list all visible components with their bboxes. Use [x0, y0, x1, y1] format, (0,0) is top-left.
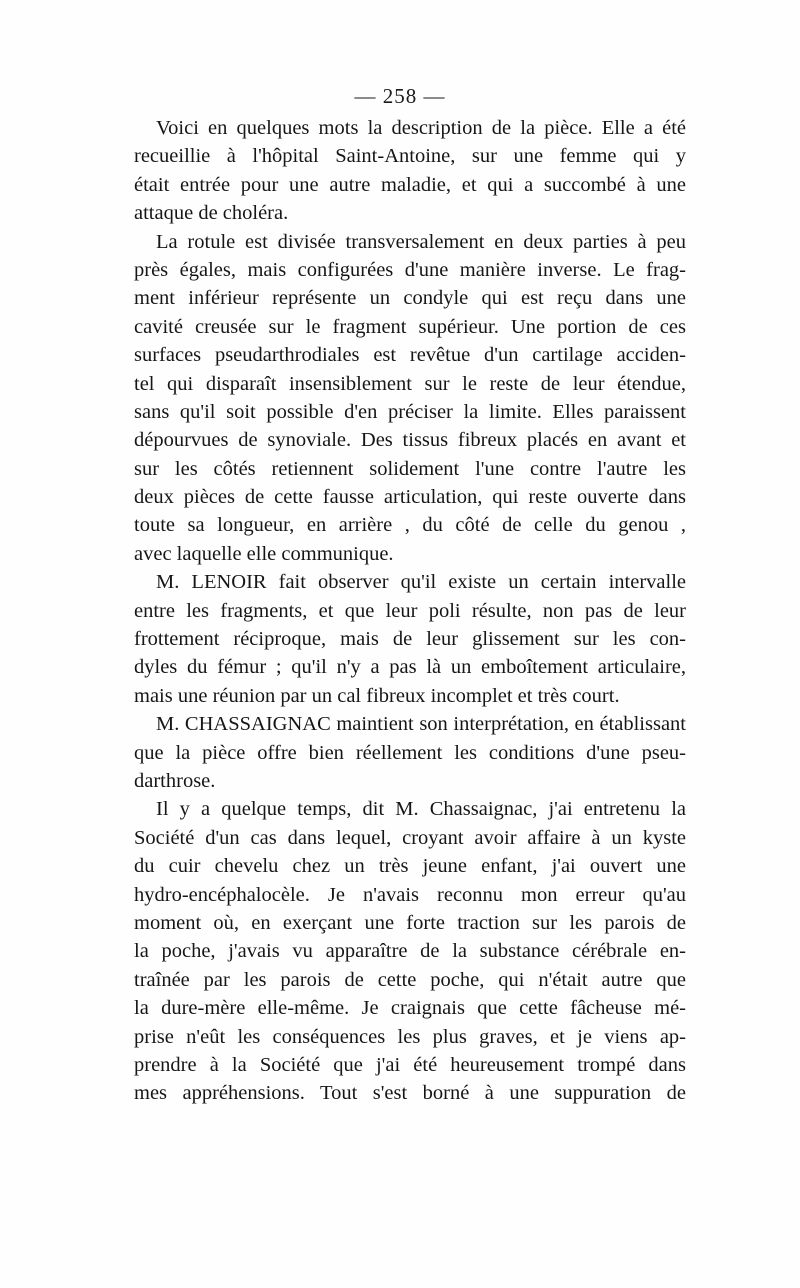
page-number: — 258 —	[354, 84, 446, 108]
body-text	[134, 114, 686, 1108]
text-line: toute sa longueur, en arrière , du côté de celle du genou ,	[134, 514, 686, 537]
text-line: traînée par les parois de cette poche, qui n'était autre que	[134, 968, 686, 991]
text-line: frottement réciproque, mais de leur glissement sur les con-	[134, 628, 686, 651]
text-line: mes appréhensions. Tout s'est borné à une suppuration de	[134, 1082, 686, 1105]
text-line: dépourvues de synoviale. Des tissus fibreux placés en avant et	[134, 429, 686, 452]
text-line: entre les fragments, et que leur poli résulte, non pas de leur	[134, 599, 686, 622]
text-line: du cuir chevelu chez un très jeune enfant, j'ai ouvert une	[134, 855, 686, 878]
text-line: avec laquelle elle communique.	[134, 542, 394, 565]
text-line: Il y a quelque temps, dit M. Chassaignac, j'ai entretenu la	[156, 798, 686, 821]
text-line: La rotule est divisée transversalement en deux parties à peu	[156, 230, 686, 253]
text-line: recueillie à l'hôpital Saint-Antoine, sur une femme qui y	[134, 145, 686, 168]
text-line: darthrose.	[134, 769, 216, 792]
text-line: sans qu'il soit possible d'en préciser la limite. Elles paraissent	[134, 400, 686, 423]
text-line: sur les côtés retiennent solidement l'une contre l'autre les	[134, 457, 686, 480]
text-line: prendre à la Société que j'ai été heureusement trompé dans	[134, 1053, 686, 1076]
text-line: la poche, j'avais vu apparaître de la substance cérébrale en-	[134, 940, 686, 963]
text-line: que la pièce offre bien réellement les conditions d'une pseu-	[134, 741, 686, 764]
text-line: deux pièces de cette fausse articulation, qui reste ouverte dans	[134, 486, 686, 509]
text-line: tel qui disparaît insensiblement sur le reste de leur étendue,	[134, 372, 686, 395]
text-line: Voici en quelques mots la description de la pièce. Elle a été	[156, 117, 686, 139]
text-line: Société d'un cas dans lequel, croyant avoir affaire à un kyste	[134, 826, 686, 849]
text-line: la dure-mère elle-même. Je craignais que cette fâcheuse mé-	[134, 997, 686, 1020]
text-line: près égales, mais configurées d'une manière inverse. Le frag-	[134, 258, 686, 281]
text-line: M. CHASSAIGNAC maintient son interprétation, en établissant	[156, 713, 686, 736]
text-line: dyles du fémur ; qu'il n'y a pas là un emboîtement articulaire,	[134, 656, 686, 679]
text-line: cavité creusée sur le fragment supérieur. Une portion de ces	[134, 315, 686, 338]
text-line: surfaces pseudarthrodiales est revêtue d'un cartilage acciden-	[134, 344, 686, 367]
text-line: M. LENOIR fait observer qu'il existe un certain intervalle	[156, 571, 686, 594]
text-line: ment inférieur représente un condyle qui est reçu dans une	[134, 287, 686, 310]
text-line: était entrée pour une autre maladie, et qui a succombé à une	[134, 173, 686, 196]
text-line: attaque de choléra.	[134, 202, 289, 225]
text-line: prise n'eût les conséquences les plus graves, et je viens ap-	[134, 1025, 686, 1048]
text-line: hydro-encéphalocèle. Je n'avais reconnu mon erreur qu'au	[134, 883, 686, 906]
text-line: mais une réunion par un cal fibreux incomplet et très court.	[134, 684, 620, 707]
text-line: moment où, en exerçant une forte traction sur les parois de	[134, 911, 686, 934]
